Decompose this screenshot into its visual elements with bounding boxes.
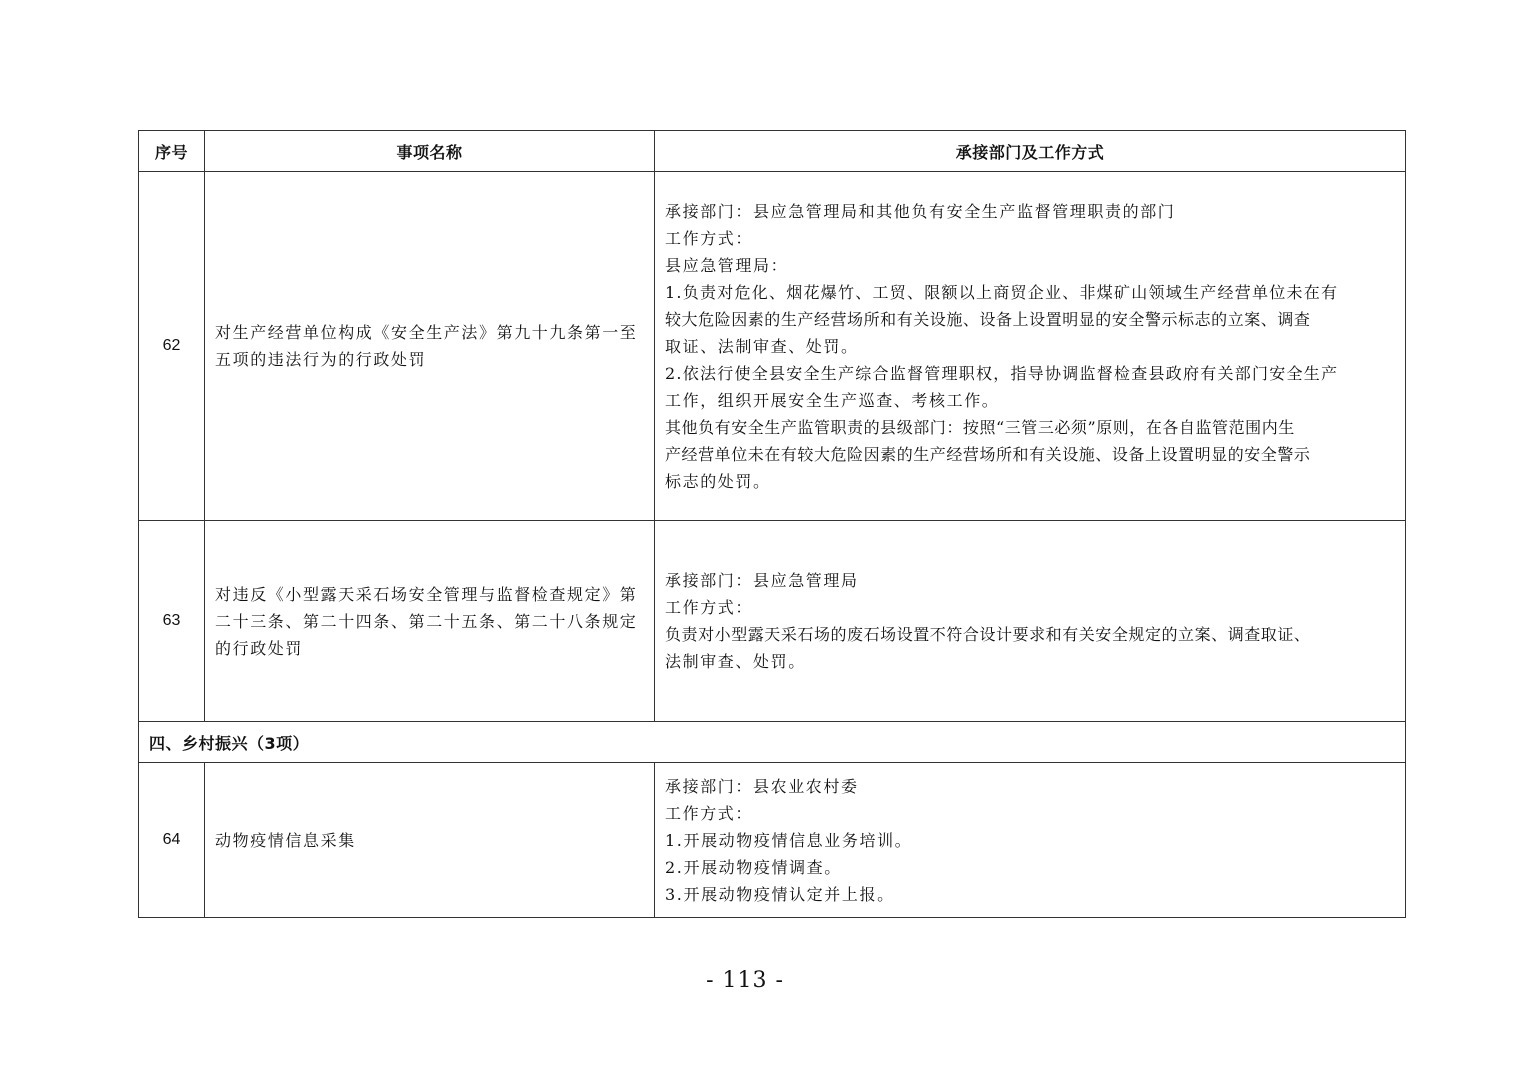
item-name: 动物疫情信息采集 [205,763,655,918]
method-line: 1.开展动物疫情信息业务培训。 [665,830,913,850]
method-line: 取证、法制审查、处罚。 [665,336,859,356]
method-line: 2.依法行使全县安全生产综合监督管理职权，指导协调监督检查县政府有关部门安全生产 [665,363,1339,383]
department-method [655,172,1406,521]
method-line: 工作方式： [665,228,754,248]
section-title: 四、乡村振兴（3项） [139,722,1406,763]
method-line: 负责对小型露天采石场的废石场设置不符合设计要求和有关安全规定的立案、调查取证、 [665,625,1311,644]
header-item-name: 事项名称 [205,131,655,172]
header-index: 序号 [139,131,205,172]
header-department-method: 承接部门及工作方式 [655,131,1406,172]
method-line: 产经营单位未在有较大危险因素的生产经营场所和有关设施、设备上设置明显的安全警示 [665,444,1311,464]
document-table [138,130,1406,918]
table-row [139,763,1406,918]
table-row [139,521,1406,722]
item-name: 对违反《小型露天采石场安全管理与监督检查规定》第二十三条、第二十四条、第二十五条、第二十八条规定的行政处罚 [205,521,655,722]
table-header-row [139,131,1406,172]
method-line: 工作方式： [665,803,754,823]
method-line: 较大危险因素的生产经营场所和有关设施、设备上设置明显的安全警示标志的立案、调查 [665,309,1311,329]
department-method [655,521,1406,722]
row-number: 62 [139,172,205,521]
method-line: 1.负责对危化、烟花爆竹、工贸、限额以上商贸企业、非煤矿山领域生产经营单位未在有 [665,282,1339,302]
method-line: 县应急管理局： [665,255,789,275]
method-line: 法制审查、处罚。 [665,652,806,671]
method-line: 标志的处罚。 [665,471,771,491]
row-number: 64 [139,763,205,918]
method-line: 3.开展动物疫情认定并上报。 [665,884,895,904]
table-row [139,172,1406,521]
method-line: 工作，组织开展安全生产巡查、考核工作。 [665,390,1000,410]
item-name: 对生产经营单位构成《安全生产法》第九十九条第一至五项的违法行为的行政处罚 [205,172,655,521]
page-number: - 113 - [706,968,784,993]
method-line: 承接部门：县应急管理局和其他负有安全生产监督管理职责的部门 [665,201,1176,221]
method-line: 工作方式： [665,598,754,617]
method-line: 其他负有安全生产监管职责的县级部门：按照“三管三必须”原则，在各自监管范围内生 [665,417,1295,437]
method-line: 2.开展动物疫情调查。 [665,857,842,877]
method-line: 承接部门：县农业农村委 [665,776,859,796]
row-number: 63 [139,521,205,722]
method-line: 承接部门：县应急管理局 [665,571,859,590]
section-row [139,722,1406,763]
department-method [655,763,1406,918]
